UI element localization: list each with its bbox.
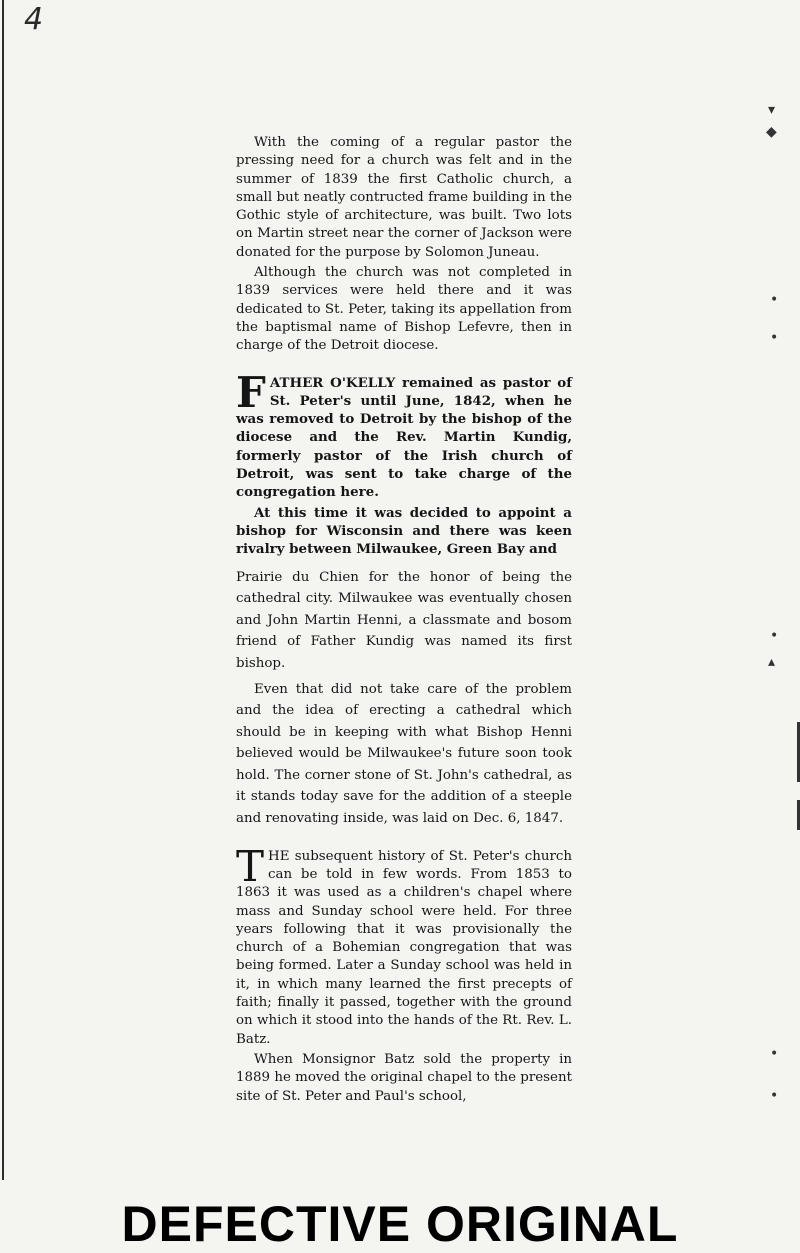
paragraph-4: At this time it was decided to appoint a bishop for Wisconsin and there was keen rivalry between Milwaukee, Green Bay and xyxy=(236,504,572,558)
lower-text-block xyxy=(236,567,572,830)
paragraph-5: Prairie du Chien for the honor of being the cathedral city. Milwaukee was eventually chosen and John Martin Henni, a classmate and bosom friend of Father Kundig was named its first bishop. xyxy=(236,569,572,671)
paragraph-8: When Monsignor Batz sold the property in 1889 he moved the original chapel to the present site of St. Peter and Paul's school, xyxy=(236,1051,572,1104)
paragraph-7: THE subsequent history of St. Peter's church can be told in few words. From 1853 to 1863 it was used as a children's chapel where mass and Sunday school were held. For three years following that it was provisionally the church of a Bohemian congregation that was being formed. Later a Sunday school was held in it, in which many learned the first precepts of faith; finally it passed, together with the ground on which it stood into the hands of the Rt. Rev. L. Batz. xyxy=(236,841,572,1047)
dropcap-t: T xyxy=(236,841,265,891)
margin-mark: ▾ xyxy=(768,102,776,118)
margin-mark: ◆ xyxy=(766,124,777,140)
article-column xyxy=(236,134,572,1106)
margin-mark: • xyxy=(770,330,779,346)
handwritten-page-number: 4 xyxy=(24,2,44,37)
dropcap-f: F xyxy=(236,367,266,417)
paragraph-2: Although the church was not completed in 1839 services were held there and it was dedicated to St. Peter, taking its appellation from the baptismal name of Bishop Lefevre, then in charge of the Detroit diocese. xyxy=(236,265,572,354)
left-border-rule xyxy=(2,0,4,1180)
margin-mark: • xyxy=(770,1046,779,1062)
margin-mark: ▴ xyxy=(768,654,776,670)
margin-mark: • xyxy=(770,292,779,308)
paragraph-1: With the coming of a regular pastor the pressing need for a church was felt and in the summer of 1839 the first Catholic church, a small but neatly contructed frame building in the Gothic style of architecture, was built. Two lots on Martin street near the corner of Jackson were donated for the purpose by Solomon Juneau. xyxy=(236,135,572,260)
margin-mark: • xyxy=(770,628,779,644)
paragraph-6: Even that did not take care of the problem and the idea of erecting a cathedral which should be in keeping with what Bishop Henni believed would be Milwaukee's future soon took hold. The corner stone of St. John's cathedral, as it stands today save for the addition of a steeple and renovating inside, was laid on Dec. 6, 1847. xyxy=(236,681,572,827)
paragraph-3: FATHER O'KELLY remained as pastor of St. Peter's until June, 1842, when he was removed to Detroit by the bishop of the diocese and the Rev. Martin Kundig, formerly pastor of the Irish church of Detroit, was sent to take charge of the congregation here. xyxy=(236,367,572,501)
defective-original-stamp: DEFECTIVE ORIGINAL xyxy=(121,1196,679,1252)
margin-mark: • xyxy=(770,1088,779,1104)
